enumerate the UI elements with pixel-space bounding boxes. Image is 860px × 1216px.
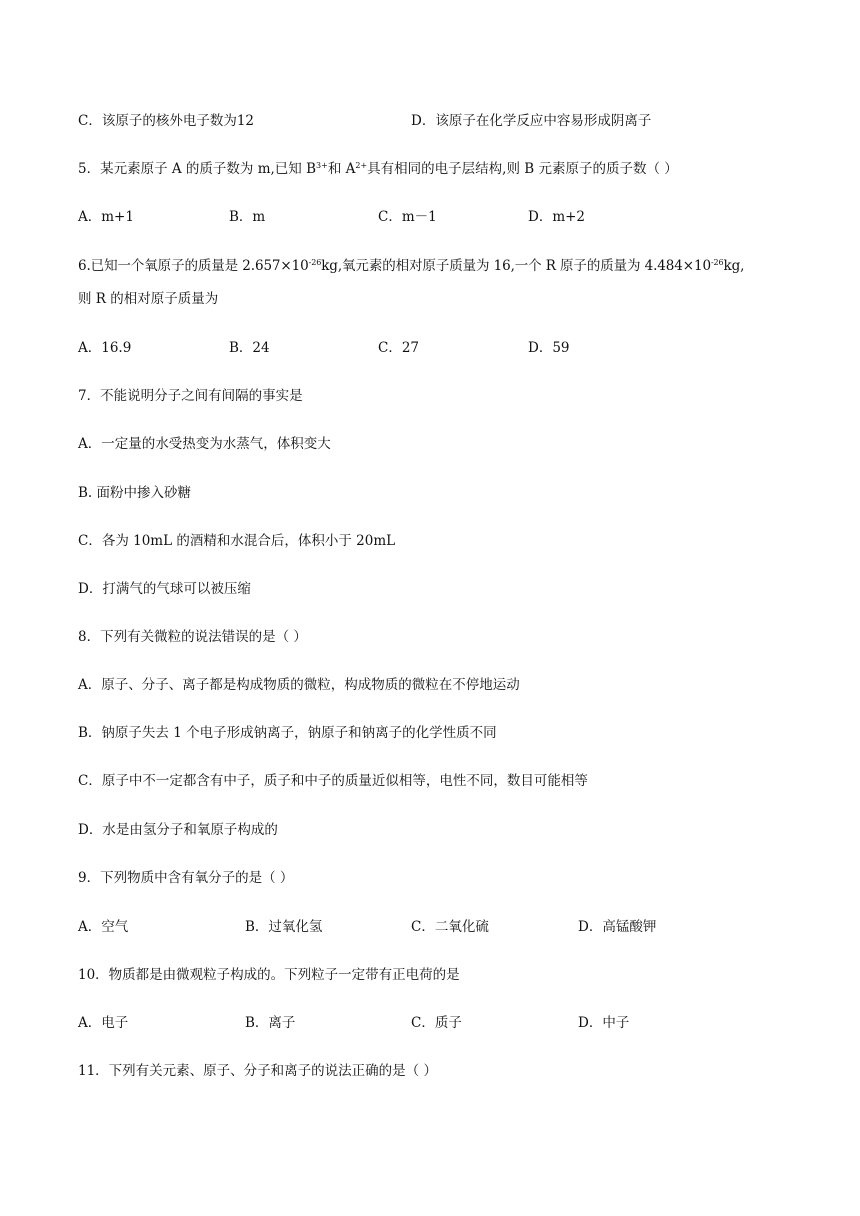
q5-stem bbox=[78, 159, 678, 179]
q6-option-a: A．16.9 bbox=[78, 340, 132, 356]
q10-stem: 10．物质都是由微观粒子构成的。下列粒子一定带有正电荷的是 bbox=[78, 967, 460, 983]
q6-option-d: D．59 bbox=[528, 340, 570, 356]
q5-stem-text-3: 具有相同的电子层结构,则 B 元素原子的质子数（ ） bbox=[367, 161, 678, 177]
q6-option-b: B．24 bbox=[229, 340, 270, 356]
q7-option-c: C．各为 10mL 的酒精和水混合后，体积小于 20mL bbox=[78, 533, 396, 549]
q5-stem-text-1: 5．某元素原子 A 的质子数为 m,已知 B bbox=[78, 161, 317, 177]
q10-option-c: C．质子 bbox=[411, 1015, 462, 1031]
q4-option-c: C．该原子的核外电子数为12 bbox=[78, 113, 255, 129]
q8-option-b: B．钠原子失去 1 个电子形成钠离子，钠原子和钠离子的化学性质不同 bbox=[78, 725, 497, 741]
q7-option-a: A．一定量的水受热变为水蒸气，体积变大 bbox=[78, 436, 331, 452]
q5-stem-text-2: 和 A bbox=[327, 161, 356, 177]
q11-stem: 11．下列有关元素、原子、分子和离子的说法正确的是（ ） bbox=[78, 1063, 437, 1079]
q10-option-b: B．离子 bbox=[245, 1015, 296, 1031]
q9-option-a: A．空气 bbox=[78, 919, 129, 935]
q6-exponent-1: -26 bbox=[308, 258, 322, 267]
q9-option-d: D．高锰酸钾 bbox=[578, 919, 657, 935]
q6-exponent-2: -26 bbox=[710, 258, 724, 267]
q7-option-d: D．打满气的气球可以被压缩 bbox=[78, 581, 251, 597]
q5-option-c: C．m－1 bbox=[378, 209, 437, 225]
q6-stem-text-3: kg, bbox=[723, 258, 745, 274]
q6-stem bbox=[78, 256, 744, 276]
q7-option-b: B. 面粉中掺入砂糖 bbox=[78, 485, 192, 501]
q6-stem-text-2: kg,氧元素的相对原子质量为 16,一个 R 原子的质量为 4.484×10 bbox=[321, 258, 711, 274]
q8-option-c: C．原子中不一定都含有中子，质子和中子的质量近似相等，电性不同，数目可能相等 bbox=[78, 773, 588, 789]
q5-a-charge: 2+ bbox=[355, 161, 368, 170]
q5-option-b: B．m bbox=[229, 209, 266, 225]
q5-b-charge: 3+ bbox=[316, 161, 328, 170]
q10-option-d: D．中子 bbox=[578, 1015, 630, 1031]
q8-option-a: A．原子、分子、离子都是构成物质的微粒，构成物质的微粒在不停地运动 bbox=[78, 677, 520, 693]
q6-stem-line2: 则 R 的相对原子质量为 bbox=[78, 291, 219, 307]
q5-option-a: A．m+1 bbox=[78, 209, 134, 225]
q9-stem: 9．下列物质中含有氧分子的是（ ） bbox=[78, 870, 294, 886]
q5-option-d: D．m+2 bbox=[528, 209, 586, 225]
q6-option-c: C．27 bbox=[378, 340, 420, 356]
q9-option-c: C．二氧化硫 bbox=[411, 919, 489, 935]
q9-option-b: B．过氧化氢 bbox=[245, 919, 323, 935]
q7-stem: 7．不能说明分子之间有间隔的事实是 bbox=[78, 388, 303, 404]
q10-option-a: A．电子 bbox=[78, 1015, 129, 1031]
q4-option-d: D．该原子在化学反应中容易形成阴离子 bbox=[411, 113, 652, 129]
q8-option-d: D．水是由氢分子和氧原子构成的 bbox=[78, 822, 278, 838]
q6-stem-text-1: 6.已知一个氧原子的质量是 2.657×10 bbox=[78, 258, 309, 274]
q8-stem: 8．下列有关微粒的说法错误的是（ ） bbox=[78, 629, 307, 645]
